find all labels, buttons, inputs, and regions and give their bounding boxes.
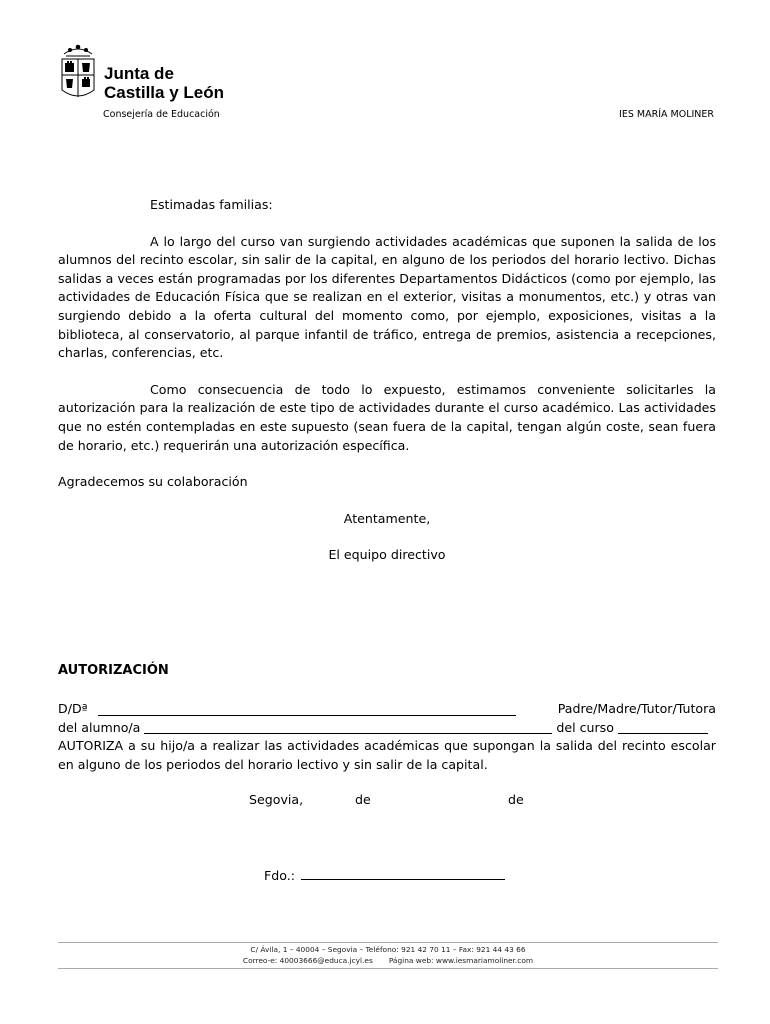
coat-of-arms-logo [58, 44, 98, 102]
letter-body [58, 196, 716, 565]
thanks-line: Agradecemos su colaboración [58, 474, 248, 490]
signature-blank[interactable] [301, 868, 505, 880]
date-de-2: de [508, 792, 524, 807]
paragraph-2: Como consecuencia de todo lo expuesto, estimamos conveniente solicitarles la autorización para la realización de este tipo de actividades durante el curso académico. Las actividades que no estén contempladas en este supuesto (sean fuera de la capital, tengan algún coste, sean fuera de horario, etc.) requerirán una autorización específica. [58, 381, 716, 453]
closing: Atentamente, [343, 510, 431, 526]
org-name-line2: Castilla y León [104, 83, 224, 102]
footer [58, 942, 718, 969]
authorization-form [58, 700, 716, 774]
authorization-statement [58, 737, 716, 774]
signature: El equipo directivo [328, 547, 446, 563]
footer-address: C/ Ávila, 1 – 40004 – Segovia – Teléfono: 921 42 70 11 – Fax: 921 44 43 66 [250, 945, 526, 954]
department-name: Consejería de Educación [103, 109, 220, 120]
footer-web: Página web: www.iesmariamoliner.com [388, 956, 534, 965]
authorization-title: AUTORIZACIÓN [58, 663, 169, 678]
student-row [58, 719, 716, 738]
signature-field [264, 868, 509, 883]
autoriza-word: AUTORIZA [58, 738, 124, 754]
parent-name-blank[interactable] [98, 704, 516, 716]
school-name: IES MARÍA MOLINER [619, 109, 714, 120]
role-label: Padre/Madre/Tutor/Tutora [557, 701, 716, 716]
fdo-label: Fdo.: [264, 868, 295, 883]
org-name-line1: Junta de [104, 64, 174, 83]
parent-name-row [58, 700, 716, 719]
date-de-1: de [355, 792, 371, 807]
dd-label: D/Dª [58, 701, 88, 716]
place-label: Segovia, [249, 792, 304, 807]
autoriza-text: a su hijo/a a realizar las actividades académicas que supongan la salida del recinto escolar en alguno de los periodos del horario lectivo y sin salir de la capital. [58, 738, 716, 772]
paragraph-1: A lo largo del curso van surgiendo actividades académicas que suponen la salida de los alumnos del recinto escolar, sin salir de la capital, en alguno de los periodos del horario lectivo. Dichas salidas a veces están programadas por los diferentes Departamentos Didácticos (como por ejemplo, las actividades de Educación Física que se realizan en el exterior, visitas a monumentos, etc.) y otras van surgiendo debido a la oferta cultural del momento como, por ejemplo, exposiciones, visitas a la biblioteca, al conservatorio, al parque infantil de tráfico, entrega de premios, asistencia a recepciones, charlas, conferencias, etc. [58, 233, 716, 361]
course-label: del curso [556, 719, 614, 735]
letterhead [58, 44, 718, 124]
course-blank[interactable] [618, 722, 708, 734]
organization-name [104, 64, 224, 102]
student-name-blank[interactable] [144, 722, 552, 734]
footer-email: Correo-e: 40003666@educa.jcyl.es [242, 956, 373, 965]
student-label: del alumno/a [58, 719, 141, 735]
footer-contact [58, 955, 718, 966]
salutation: Estimadas familias: [150, 197, 273, 212]
